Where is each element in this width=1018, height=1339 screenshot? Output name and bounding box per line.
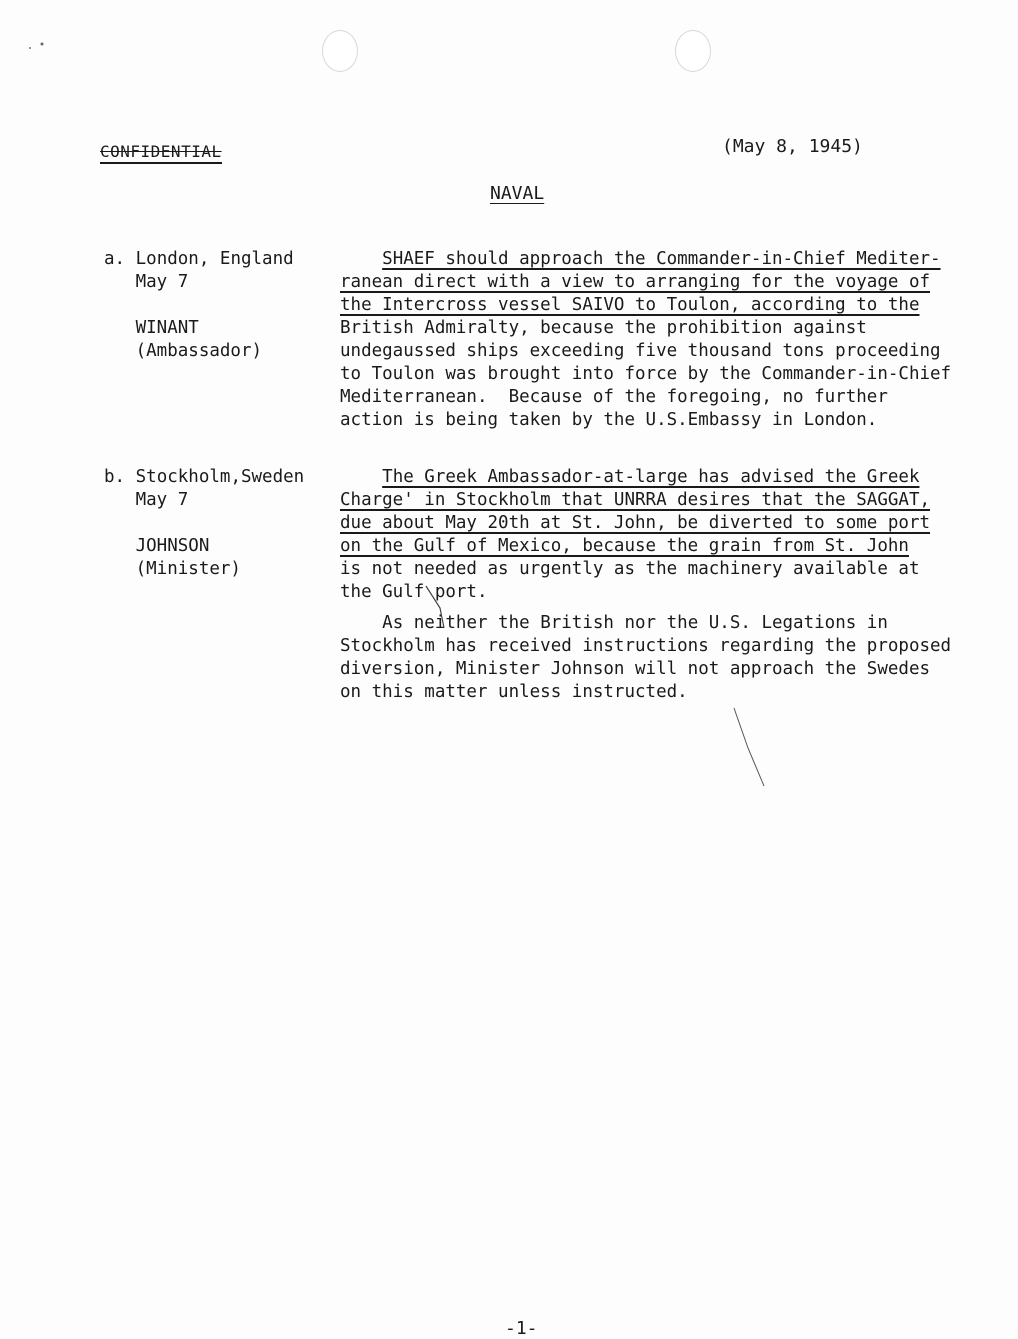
- paragraph-line: ranean direct with a view to arranging for the voyage of: [340, 272, 931, 292]
- paragraph-line: is not needed as urgently as the machinery available at: [340, 559, 920, 579]
- entry-a-location: London, England: [135, 249, 294, 269]
- entry-a-letter: a.: [104, 249, 126, 269]
- entry-a-date: May 7: [135, 272, 189, 292]
- paragraph-line: diversion, Minister Johnson will not approach the Swedes: [340, 659, 931, 679]
- paragraph-line: Mediterranean. Because of the foregoing, no further: [340, 387, 888, 407]
- paragraph-line: to Toulon was brought into force by the Commander-in-Chief: [340, 364, 952, 384]
- paragraph-line: the Gulf port.: [340, 582, 488, 602]
- entry-b-letter: b.: [104, 467, 126, 487]
- paragraph-line: on this matter unless instructed.: [340, 682, 688, 702]
- pencil-stroke-1: [426, 586, 444, 628]
- paragraph-line: on the Gulf of Mexico, because the grain from St. John: [340, 536, 909, 556]
- classification-stamp: CONFIDENTIAL: [100, 142, 222, 164]
- pencil-stroke-2: [734, 708, 764, 786]
- paragraph-line: The Greek Ambassador-at-large has advised the Greek: [382, 467, 920, 487]
- entry-b-location: Stockholm,Sweden: [135, 467, 305, 487]
- entry-a-sender: WINANT: [135, 318, 199, 338]
- paragraph-line: action is being taken by the U.S.Embassy in London.: [340, 410, 878, 430]
- paragraph-line: British Admiralty, because the prohibition against: [340, 318, 867, 338]
- paragraph-line: Stockholm has received instructions regarding the proposed: [340, 636, 952, 656]
- section-title: NAVAL: [490, 183, 545, 204]
- entry-b-title: (Minister): [135, 559, 241, 579]
- paragraph-line: SHAEF should approach the Commander-in-Chief Mediter-: [382, 249, 941, 269]
- speck-1: [41, 43, 44, 46]
- paragraph-line: due about May 20th at St. John, be diverted to some port: [340, 513, 931, 533]
- entry-b-sender: JOHNSON: [135, 536, 210, 556]
- entry-b-date: May 7: [135, 490, 189, 510]
- paragraph-line: the Intercross vessel SAIVO to Toulon, according to the: [340, 295, 920, 315]
- paragraph-line: As neither the British nor the U.S. Legations in: [382, 613, 888, 633]
- paragraph-line: Charge' in Stockholm that UNRRA desires that the SAGGAT,: [340, 490, 931, 510]
- page-number: -1-: [505, 1318, 538, 1339]
- entry-a-title: (Ambassador): [135, 341, 263, 361]
- paragraph-line: undegaussed ships exceeding five thousand tons proceeding: [340, 341, 941, 361]
- speck-2: [29, 47, 31, 49]
- document-date: (May 8, 1945): [722, 136, 863, 157]
